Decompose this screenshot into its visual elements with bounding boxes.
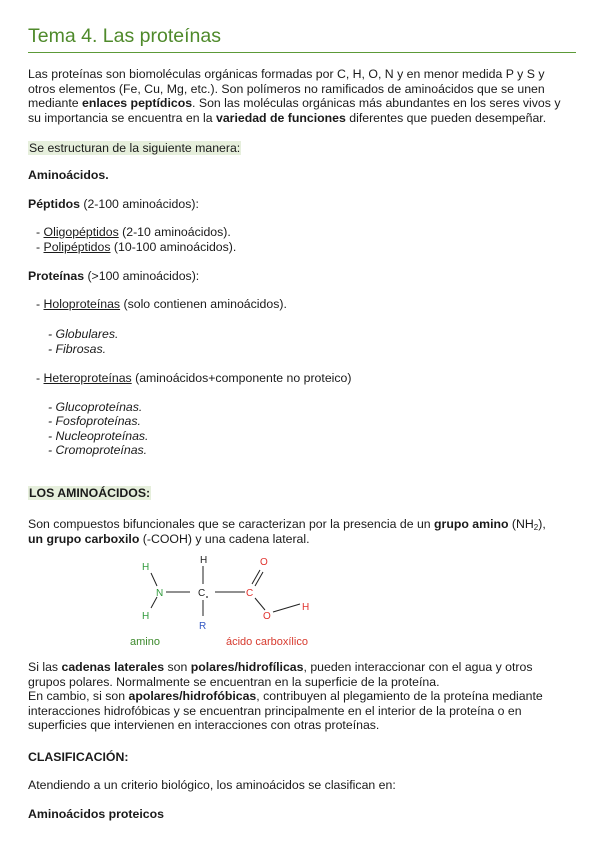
- term-grupo-carboxilo: un grupo carboxilo: [28, 531, 140, 546]
- list-item-globulares: [48, 327, 118, 341]
- side-chain-text: , contribuyen al plegamiento de la proteína mediante: [256, 689, 543, 704]
- list-detail: (2-10 aminoácidos).: [118, 225, 231, 239]
- atom-h-acid: H: [302, 602, 310, 613]
- aminoacidos-section-heading: [28, 486, 151, 500]
- aa-intro-text: ),: [538, 517, 546, 531]
- term-holoproteinas: Holoproteínas: [43, 297, 121, 311]
- clasificacion-heading-text: CLASIFICACIÓN:: [28, 750, 129, 764]
- side-chain-text: Si las: [28, 660, 62, 674]
- term-enlaces-peptidicos: enlaces peptídicos: [82, 96, 193, 111]
- list-dash: -: [36, 371, 44, 385]
- structure-heading: [28, 141, 241, 155]
- diagram-bonds: [151, 566, 300, 616]
- list-item-cromoproteinas: [48, 443, 147, 457]
- list-dash: -: [36, 297, 44, 311]
- list-detail: (solo contienen aminoácidos).: [120, 297, 287, 311]
- label-acido-carboxilico: ácido carboxílico: [226, 636, 308, 648]
- subscript-2: 2: [533, 523, 539, 532]
- list-item-nucleoproteinas: [48, 429, 148, 443]
- globulares-text: - Globulares.: [48, 327, 119, 341]
- bond-c-o-double-1: [252, 570, 260, 584]
- side-chain-line-1: [28, 660, 576, 675]
- peptidos-label: Péptidos: [28, 197, 80, 211]
- term-cadenas-laterales: cadenas laterales: [61, 660, 165, 674]
- aa-intro-line-2: [28, 532, 576, 547]
- bond-o-h: [273, 604, 300, 612]
- amino-acid-structure-diagram: [120, 550, 350, 650]
- label-amino: amino: [130, 636, 160, 648]
- term-polipeptidos: Polipéptidos: [43, 240, 111, 254]
- fibrosas-text: - Fibrosas.: [48, 342, 107, 356]
- side-chain-line-5: superficies que intervienen en interacciones con otras proteínas.: [28, 718, 380, 733]
- term-heteroproteinas: Heteroproteínas: [43, 371, 132, 385]
- atom-c-carboxyl: C: [246, 588, 254, 599]
- side-chain-paragraph: [28, 660, 576, 733]
- list-item-heteroproteinas: [36, 371, 351, 385]
- cromoproteinas-text: - Cromoproteínas.: [48, 443, 148, 457]
- aa-intro-line-1: [28, 517, 576, 532]
- list-detail: (aminoácidos+componente no proteico): [131, 371, 352, 385]
- atom-h-alpha: H: [200, 555, 208, 566]
- term-grupo-amino: grupo amino: [434, 517, 509, 531]
- alpha-dot: [206, 596, 208, 598]
- bond-h-n-top: [151, 573, 157, 586]
- list-item-oligopeptidos: [36, 225, 231, 239]
- side-chain-text: En cambio, si son: [28, 689, 129, 704]
- page-title: Tema 4. Las proteínas: [28, 25, 221, 47]
- peptidos-line: [28, 197, 199, 211]
- side-chain-line-2: grupos polares. Normalmente se encuentran en la superficie de la proteína.: [28, 674, 440, 689]
- aa-intro-text: Son compuestos bifuncionales que se caracterizan por la presencia de un: [28, 517, 435, 531]
- atom-n: N: [156, 588, 164, 599]
- list-item-polipeptidos: [36, 240, 236, 254]
- list-detail: (10-100 aminoácidos).: [110, 240, 237, 254]
- proteinas-line: [28, 269, 199, 283]
- intro-text: . Son las moléculas orgánicas más abundantes en los seres vivos y: [192, 96, 561, 111]
- list-item-glucoproteinas: [48, 400, 142, 414]
- proteicos-heading-text: Aminoácidos proteicos: [28, 807, 164, 821]
- side-chain-text: , pueden interaccionar con el agua y otros: [303, 660, 533, 674]
- atom-o-single: O: [263, 611, 271, 622]
- aminoacidos-label: [28, 168, 109, 182]
- side-chain-line-4: interacciones hidrofóbicas y se encuentran principalmente en el interior de la proteína o en: [28, 703, 522, 718]
- term-oligopeptidos: Oligopéptidos: [43, 225, 119, 239]
- peptidos-detail: (2-100 aminoácidos):: [79, 197, 199, 211]
- aminoacidos-section-heading-text: LOS AMINOÁCIDOS:: [29, 486, 151, 500]
- term-polares-hidrofilicas: polares/hidrofílicas: [190, 660, 304, 674]
- nucleoproteinas-text: - Nucleoproteínas.: [48, 429, 149, 443]
- list-item-fibrosas: [48, 342, 106, 356]
- glucoproteinas-text: - Glucoproteínas.: [48, 400, 143, 414]
- atom-o-double: O: [260, 557, 268, 568]
- intro-text: su importancia se encuentra en la: [28, 110, 216, 125]
- list-item-fosfoproteinas: [48, 414, 141, 428]
- intro-paragraph: [28, 67, 576, 125]
- intro-line-4: [28, 111, 576, 126]
- proteinas-detail: (>100 aminoácidos):: [84, 269, 200, 283]
- list-dash: -: [36, 240, 44, 254]
- aminoacidos-label-text: Aminoácidos.: [28, 168, 109, 182]
- side-chain-text: son: [164, 660, 191, 674]
- list-dash: -: [36, 225, 44, 239]
- bond-c-o-single: [255, 598, 265, 610]
- aa-intro-text: (NH: [508, 517, 534, 531]
- intro-text: mediante: [28, 96, 83, 111]
- atom-h-amino-top: H: [142, 562, 150, 573]
- side-chain-line-3: [28, 689, 576, 704]
- intro-line-2: otros elementos (Fe, Cu, Mg, etc.). Son polímeros no ramificados de aminoácidos que se unen: [28, 81, 545, 96]
- term-apolares-hidrofobicas: apolares/hidrofóbicas: [128, 689, 257, 704]
- structure-heading-text: Se estructuran de la siguiente manera:: [29, 141, 241, 155]
- fosfoproteinas-text: - Fosfoproteínas.: [48, 414, 141, 428]
- list-item-holoproteinas: [36, 297, 287, 311]
- aa-intro-text: (-COOH) y una cadena lateral.: [139, 531, 310, 546]
- proteinas-label: Proteínas: [28, 269, 85, 283]
- title-underline: [28, 52, 576, 53]
- intro-line-3: [28, 96, 576, 111]
- intro-text: diferentes que pueden desempeñar.: [345, 110, 547, 125]
- clasificacion-text: Atendiendo a un criterio biológico, los aminoácidos se clasifican en:: [28, 778, 396, 792]
- intro-line-1: Las proteínas son biomoléculas orgánicas formadas por C, H, O, N y en menor medida P y S y: [28, 67, 545, 81]
- clasificacion-heading: [28, 750, 128, 764]
- bond-c-o-double-2: [255, 572, 263, 586]
- atom-c-alpha: C: [198, 588, 206, 599]
- aminoacidos-intro: [28, 517, 576, 546]
- proteicos-heading: [28, 807, 164, 821]
- atom-h-amino-bottom: H: [142, 611, 150, 622]
- atom-r-group: R: [199, 621, 207, 632]
- term-variedad-funciones: variedad de funciones: [215, 110, 346, 125]
